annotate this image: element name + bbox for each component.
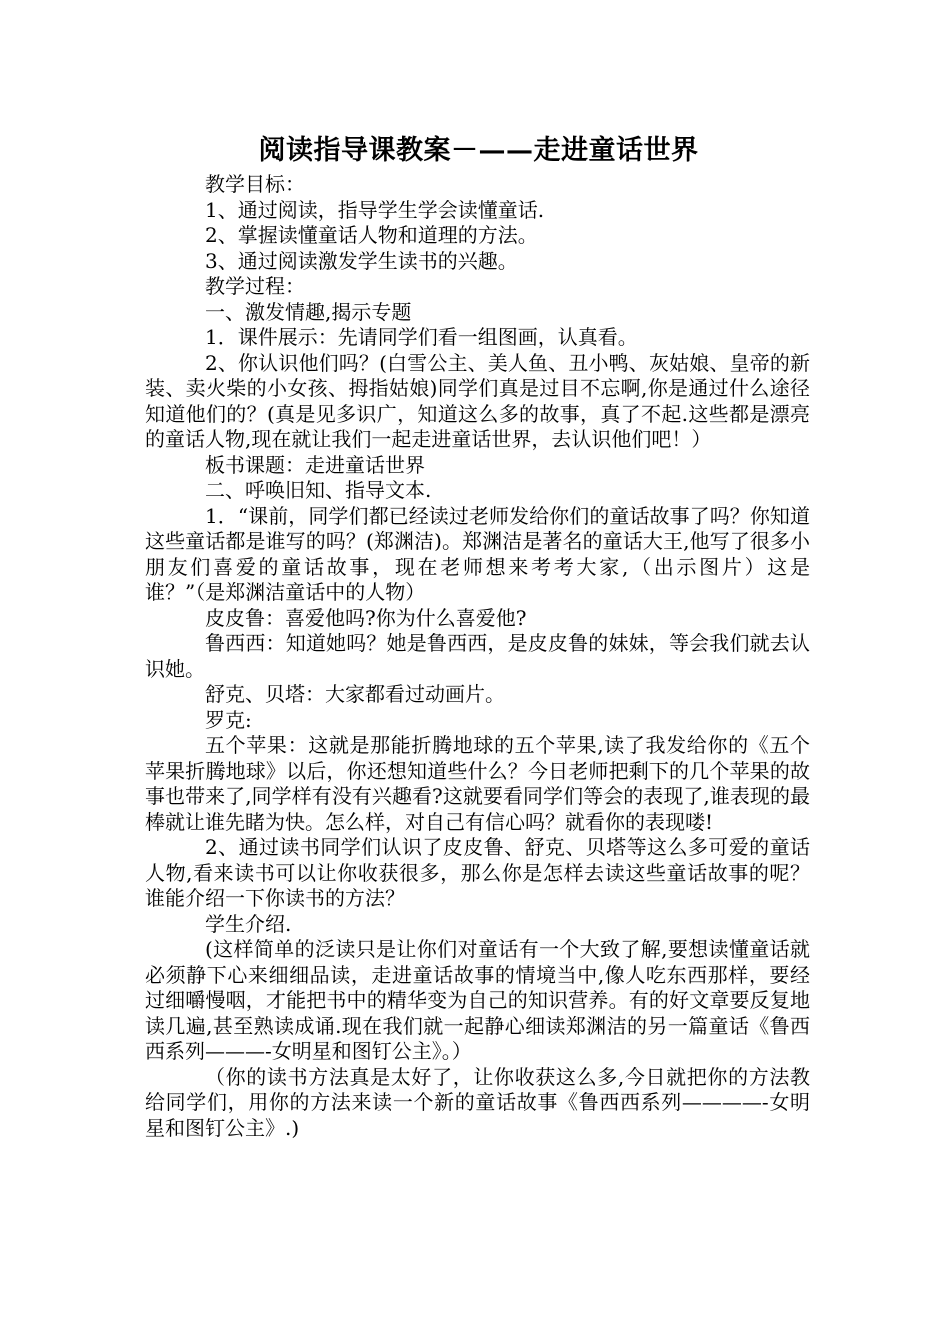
paragraph-careful-reading: (这样简单的泛读只是让你们对童话有一个大致了解,要想读懂童话就必须静下心来细细品读，走进童话故事的情境当中,像人吃东西那样，要经过细嚼慢咽，才能把书中的精华变为自己的知识营养。有的好文章要反复地读几遍,甚至熟读成诵.现在我们就一起静心细读郑渊洁的另一篇童话《鲁西西系列———-女明星和图钉公主》。） [145, 937, 810, 1063]
paragraph-courseware-display: 1．课件展示：先请同学们看一组图画，认真看。 [205, 325, 638, 349]
paragraph-section-1-heading: 一、激发情趣,揭示专题 [205, 299, 412, 324]
document-page [145, 134, 810, 1141]
paragraph-goal-3: 3、通过阅读激发学生读书的兴趣。 [205, 248, 518, 273]
paragraph-teaching-process-heading: 教学过程： [205, 274, 305, 298]
paragraph-share-method: （你的读书方法真是太好了，让你收获这么多,今日就把你的方法教给同学们，用你的方法来读一个新的童话故事《鲁西西系列————-女明星和图钉公主》.) [145, 1064, 810, 1140]
paragraph-teaching-goals-heading: 教学目标： [205, 172, 305, 196]
paragraph-five-apples: 五个苹果：这就是那能折腾地球的五个苹果,读了我发给你的《五个苹果折腾地球》以后，你还想知道些什么？今日老师把剩下的几个苹果的故事也带来了,同学样有没有兴趣看?这就要看同学们等会的表现了,谁表现的最棒就让谁先睹为快。怎么样，对自己有信心吗？就看你的表现喽! [145, 733, 810, 834]
paragraph-goal-2: 2、掌握读懂童话人物和道理的方法。 [205, 223, 538, 247]
paragraph-section-2-heading: 二、呼唤旧知、指导文本. [205, 478, 432, 502]
document-title: 阅读指导课教案－——走进童话世界 [258, 135, 699, 166]
paragraph-luxixi: 鲁西西：知道她吗？她是鲁西西，是皮皮鲁的妹妹，等会我们就去认识她。 [145, 631, 810, 681]
paragraph-student-intro: 学生介绍. [205, 911, 292, 936]
paragraph-recognize-characters: 2、你认识他们吗？(白雪公主、美人鱼、丑小鸭、灰姑娘、皇帝的新装、卖火柴的小女孩、拇指姑娘)同学们真是过目不忘啊,你是通过什么途径知道他们的？(真是见多识广，知道这么多的故事，真了不起.这些都是漂亮的童话人物,现在就让我们一起走进童话世界，去认识他们吧！） [145, 350, 810, 451]
paragraph-shuke-beita: 舒克、贝塔：大家都看过动画片。 [205, 682, 505, 706]
paragraph-luoke: 罗克: [205, 707, 252, 732]
paragraph-board-title: 板书课题：走进童话世界 [205, 452, 425, 477]
paragraph-reading-methods: 2、通过读书同学们认识了皮皮鲁、舒克、贝塔等这么多可爱的童话人物,看来读书可以让你收获很多，那么你是怎样去读这些童话故事的呢？谁能介绍一下你读书的方法？ [145, 835, 810, 910]
paragraph-goal-1: 1、通过阅读，指导学生学会读懂童话. [205, 197, 545, 222]
paragraph-pre-class-reading: 1．“课前，同学们都已经读过老师发给你们的童话故事了吗？你知道这些童话都是谁写的吗？(郑渊洁)。郑渊洁是著名的童话大王,他写了很多小朋友们喜爱的童话故事，现在老师想来考考大家,（出示图片）这是谁？”（是郑渊洁童话中的人物） [145, 503, 810, 604]
document-body [145, 172, 810, 1141]
paragraph-pipilu: 皮皮鲁：喜爱他吗?你为什么喜爱他? [205, 605, 527, 630]
